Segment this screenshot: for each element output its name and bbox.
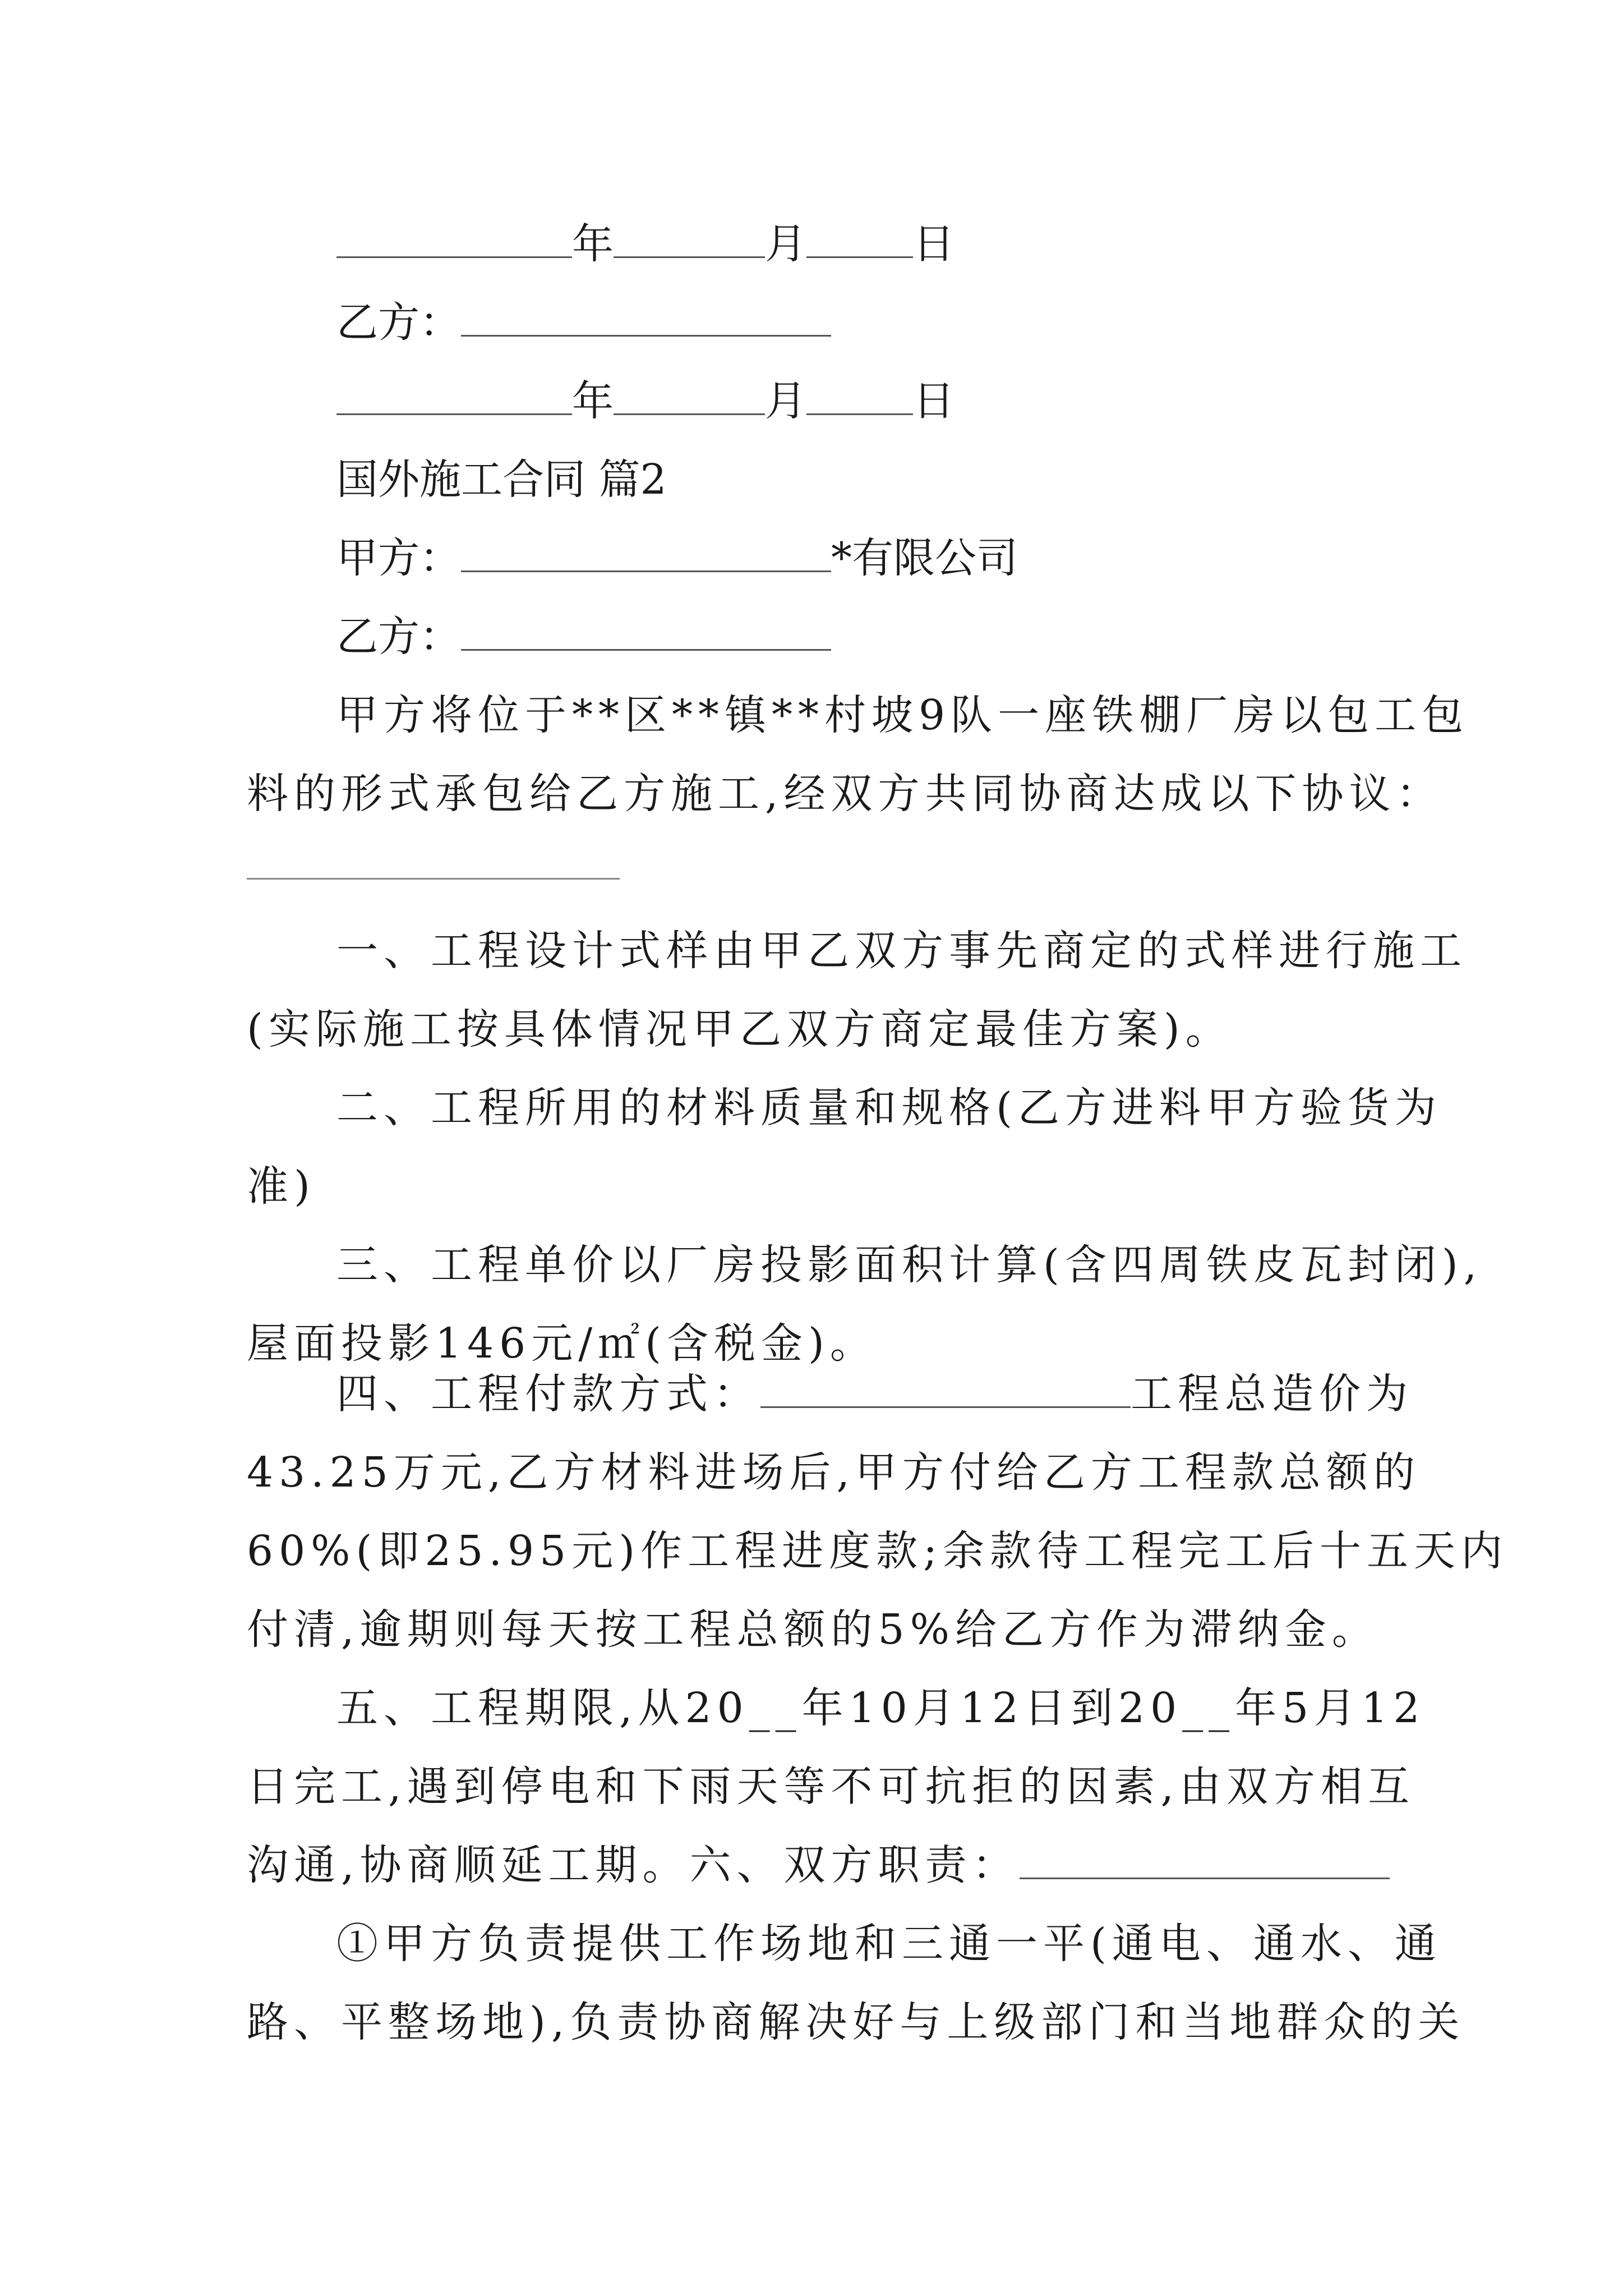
year-blank xyxy=(336,374,572,415)
clause-6-line-1: ①甲方负责提供工作场地和三通一平(通电、通水、通 xyxy=(336,1920,1442,1968)
clause-1-line-1: 一、工程设计式样由甲乙双方事先商定的式样进行施工 xyxy=(336,927,1467,975)
clause-4-total-label: 工程总造价为 xyxy=(1131,1370,1413,1418)
day-label: 日 xyxy=(913,220,955,268)
clause-4-line-1 xyxy=(336,1366,1413,1422)
day-label: 日 xyxy=(913,377,955,425)
party-a-blank xyxy=(461,531,831,572)
payment-blank xyxy=(760,1367,1131,1408)
party-b-label: 乙方： xyxy=(336,298,461,347)
clause-1-line-2: (实际施工按具体情况甲乙双方商定最佳方案)。 xyxy=(247,1005,1233,1053)
year-blank xyxy=(336,217,572,258)
clause-4-line-2: 43.25万元,乙方材料进场后,甲方付给乙方工程款总额的 xyxy=(247,1448,1421,1497)
date-line-2 xyxy=(336,373,955,429)
clause-5-text: 沟通,协商顺延工期。六、双方职责： xyxy=(247,1841,1020,1889)
clause-4-line-4: 付清,逾期则每天按工程总额的5%给乙方作为滞纳金。 xyxy=(247,1605,1379,1654)
clause-5-line-2: 日完工,遇到停电和下雨天等不可抗拒的因素,由双方相互 xyxy=(247,1763,1415,1811)
clause-6-line-2: 路、平整场地),负责协商解决好与上级部门和当地群众的关 xyxy=(247,1998,1465,2046)
intro-line-2: 料的形式承包给乙方施工,经双方共同协商达成以下协议： xyxy=(247,770,1444,818)
clause-4-payment-label: 四、工程付款方式： xyxy=(336,1370,760,1418)
date-line-1 xyxy=(336,216,955,272)
clause-2-line-2: 准) xyxy=(247,1162,316,1211)
party-b-blank xyxy=(461,610,831,651)
month-blank xyxy=(614,374,765,415)
party-a-line xyxy=(336,530,1018,586)
duties-blank xyxy=(1020,1838,1390,1879)
year-label: 年 xyxy=(572,220,614,268)
clause-2-line-1: 二、工程所用的材料质量和规格(乙方进料甲方验货为 xyxy=(336,1084,1442,1132)
party-b-line-1 xyxy=(336,295,831,351)
clause-5-line-1: 五、工程期限,从20__年10月12日到20__年5月12 xyxy=(336,1684,1426,1732)
separator-rule xyxy=(247,878,620,880)
section-title: 国外施工合同 篇2 xyxy=(336,455,667,504)
party-b-blank xyxy=(461,296,831,337)
party-a-label: 甲方： xyxy=(336,534,461,582)
party-b-line-2 xyxy=(336,609,831,665)
year-label: 年 xyxy=(572,377,614,425)
month-label: 月 xyxy=(765,377,806,425)
clause-3-line-1: 三、工程单价以厂房投影面积计算(含四周铁皮瓦封闭), xyxy=(336,1241,1483,1289)
intro-line-1: 甲方将位于**区**镇**村坡9队一座铁棚厂房以包工包 xyxy=(336,691,1469,739)
party-a-suffix: *有限公司 xyxy=(831,534,1018,582)
month-label: 月 xyxy=(765,220,806,268)
clause-3-line-2: 屋面投影146元/㎡(含税金)。 xyxy=(247,1319,877,1368)
day-blank xyxy=(806,374,913,415)
month-blank xyxy=(614,217,765,258)
clause-5-line-3 xyxy=(247,1837,1390,1893)
clause-4-line-3: 60%(即25.95元)作工程进度款;余款待工程完工后十五天内 xyxy=(247,1527,1508,1575)
party-b-label: 乙方： xyxy=(336,613,461,661)
day-blank xyxy=(806,217,913,258)
